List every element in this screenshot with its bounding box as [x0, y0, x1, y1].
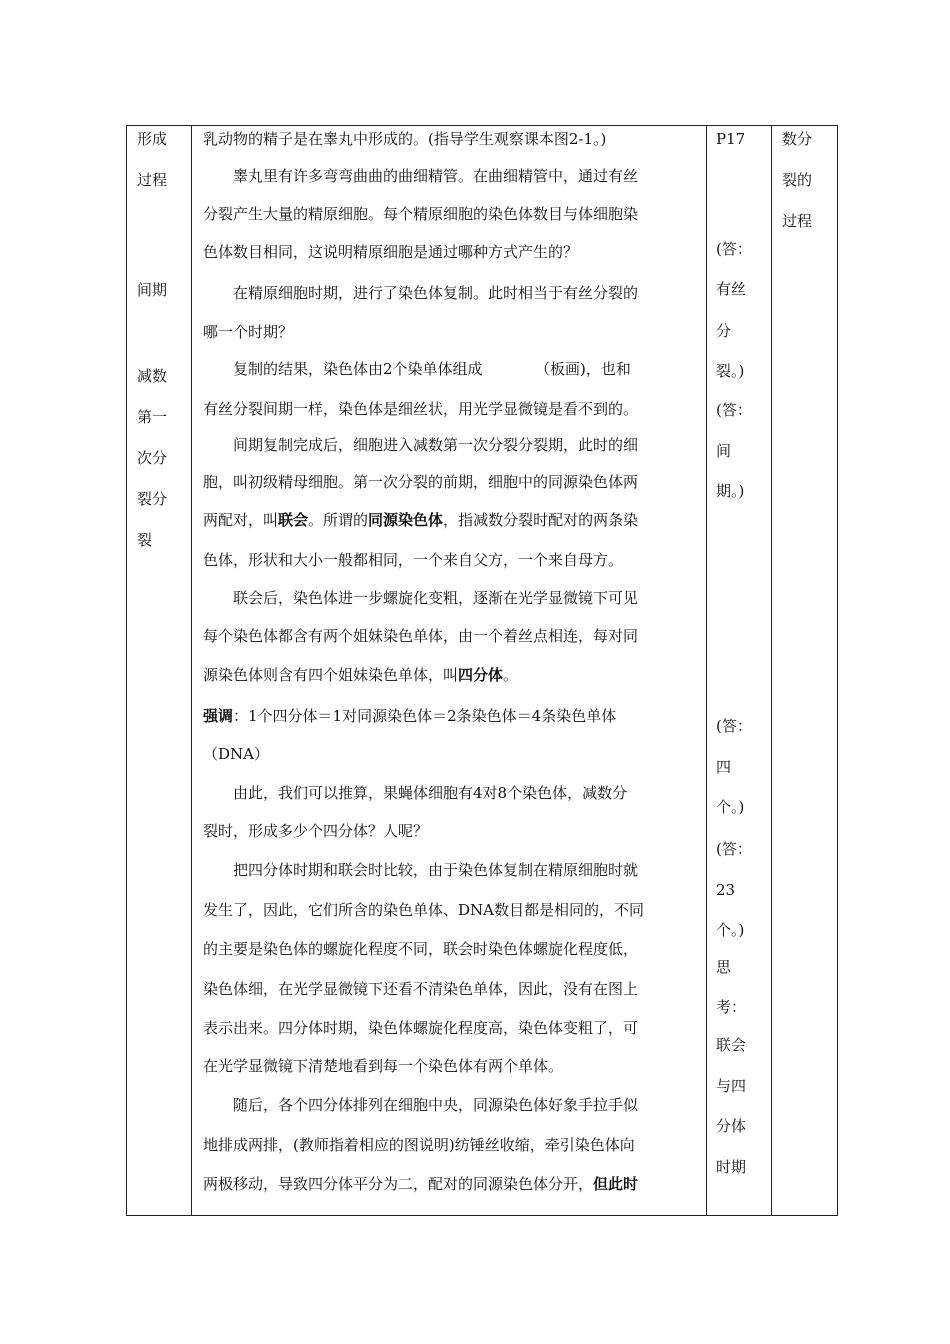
note-line: 裂。): [716, 362, 745, 380]
text-line: 复制的结果，染色体由2个染单体组成 （板画)，也和: [233, 360, 631, 378]
text-run: 。: [503, 666, 519, 684]
text-line: 染色体细，在光学显微镜下还看不清染色单体，因此，没有在图上: [203, 980, 639, 998]
text-line: 地排成两排，(教师指着相应的图说明)纺锤丝收缩，牵引染色体向: [203, 1136, 635, 1154]
text-line: 随后，各个四分体排列在细胞中央，同源染色体好象手拉手似: [233, 1096, 639, 1114]
emphasis-text: 但此时: [593, 1175, 639, 1193]
stage-label: 间期: [137, 281, 168, 299]
text-line: [203, 513, 695, 528]
process-label: 裂的: [782, 171, 813, 189]
note-line: (答：: [716, 840, 752, 858]
text-line: 分裂产生大量的精原细胞。每个精原细胞的染色体数目与体细胞染: [203, 205, 639, 223]
text-line: 乳动物的精子是在睾丸中形成的。(指导学生观察课本图2-1。): [203, 130, 607, 148]
note-line: 个。): [716, 798, 745, 816]
text-line: 色体，形状和大小一般都相同，一个来自父方，一个来自母方。: [203, 551, 624, 569]
note-line: (答：: [716, 401, 752, 419]
stage-label: 第一: [137, 408, 168, 426]
note-line: 间: [716, 442, 732, 460]
stage-label: 裂: [137, 531, 153, 549]
note-line: (答：: [716, 240, 752, 258]
text-line: 表示出来。四分体时期，染色体螺旋化程度高，染色体变粗了，可: [203, 1019, 639, 1037]
text-run: ，指减数分裂时配对的两条染: [443, 511, 639, 529]
note-line: 四: [716, 758, 732, 776]
stage-label: 减数: [137, 367, 168, 385]
text-run: 。所谓的: [308, 511, 369, 529]
text-line: 每个染色体都含有两个姐妹染色单体，由一个着丝点相连，每对同: [203, 627, 639, 645]
note-line: 时期: [716, 1158, 747, 1176]
text-line: 的主要是染色体的螺旋化程度不同，联会时染色体螺旋化程度低，: [203, 940, 639, 958]
column-divider: [706, 126, 707, 1215]
note-line: 与四: [716, 1077, 747, 1095]
text-line: 联会后，染色体进一步螺旋化变粗，逐渐在光学显微镜下可见: [233, 589, 639, 607]
text-line: [203, 1177, 695, 1192]
text-line: 间期复制完成后，细胞进入减数第一次分裂分裂期，此时的细: [233, 436, 639, 454]
text-line: 在精原细胞时期，进行了染色体复制。此时相当于有丝分裂的: [233, 284, 639, 302]
text-line: [203, 709, 695, 724]
emphasis-label: 强调: [203, 707, 234, 725]
term-synapsis: 联会: [278, 511, 309, 529]
text-line: （DNA）: [203, 745, 269, 763]
text-line: 睾丸里有许多弯弯曲曲的曲细精管。在曲细精管中，通过有丝: [233, 167, 639, 185]
note-line: (答：: [716, 717, 752, 735]
term-tetrad: 四分体: [458, 666, 504, 684]
note-line: 考：: [716, 998, 747, 1016]
process-label: 数分: [782, 130, 813, 148]
stage-label: 次分: [137, 449, 168, 467]
stage-label: 形成: [137, 130, 168, 148]
note-line: 分体: [716, 1117, 747, 1135]
note-line: 个。): [716, 921, 745, 939]
text-line: 裂时，形成多少个四分体？人呢？: [203, 822, 429, 840]
text-run: 两极移动，导致四分体平分为二，配对的同源染色体分开，: [203, 1175, 594, 1193]
term-homologous-chromosomes: 同源染色体: [368, 511, 444, 529]
process-label: 过程: [782, 212, 813, 230]
text-line: 哪一个时期？: [203, 323, 294, 341]
text-run: 源染色体则含有四个姐妹染色单体，叫: [203, 666, 459, 684]
text-line: 由此，我们可以推算，果蝇体细胞有4对8个染色体，减数分: [233, 784, 628, 802]
column-divider: [191, 126, 192, 1215]
text-line: 在光学显微镜下清楚地看到每一个染色体有两个单体。: [203, 1057, 564, 1075]
text-line: 有丝分裂间期一样，染色体是细丝状，用光学显微镜是看不到的。: [203, 400, 639, 418]
column-divider: [771, 126, 772, 1215]
stage-label: 过程: [137, 171, 168, 189]
note-line: 联会: [716, 1036, 747, 1054]
note-line: 有丝: [716, 280, 747, 298]
text-line: 色体数目相同，这说明精原细胞是通过哪种方式产生的？: [203, 243, 579, 261]
text-line: [203, 668, 695, 683]
note-line: 期。): [716, 482, 745, 500]
lesson-table: [126, 125, 838, 1216]
note-line: 分: [716, 322, 732, 340]
note-line: 思: [716, 958, 732, 976]
text-line: 胞，叫初级精母细胞。第一次分裂的前期，细胞中的同源染色体两: [203, 473, 639, 491]
text-run: 两配对，叫: [203, 511, 279, 529]
text-line: 发生了，因此，它们所含的染色单体、DNA数目都是相同的，不同: [203, 901, 644, 919]
text-run: ：1个四分体＝1对同源染色体＝2条染色体＝4条染色单体: [233, 707, 617, 725]
note-line: P17: [716, 130, 746, 148]
note-line: 23: [716, 881, 736, 899]
stage-label: 裂分: [137, 490, 168, 508]
text-line: 把四分体时期和联会时比较，由于染色体复制在精原细胞时就: [233, 861, 639, 879]
